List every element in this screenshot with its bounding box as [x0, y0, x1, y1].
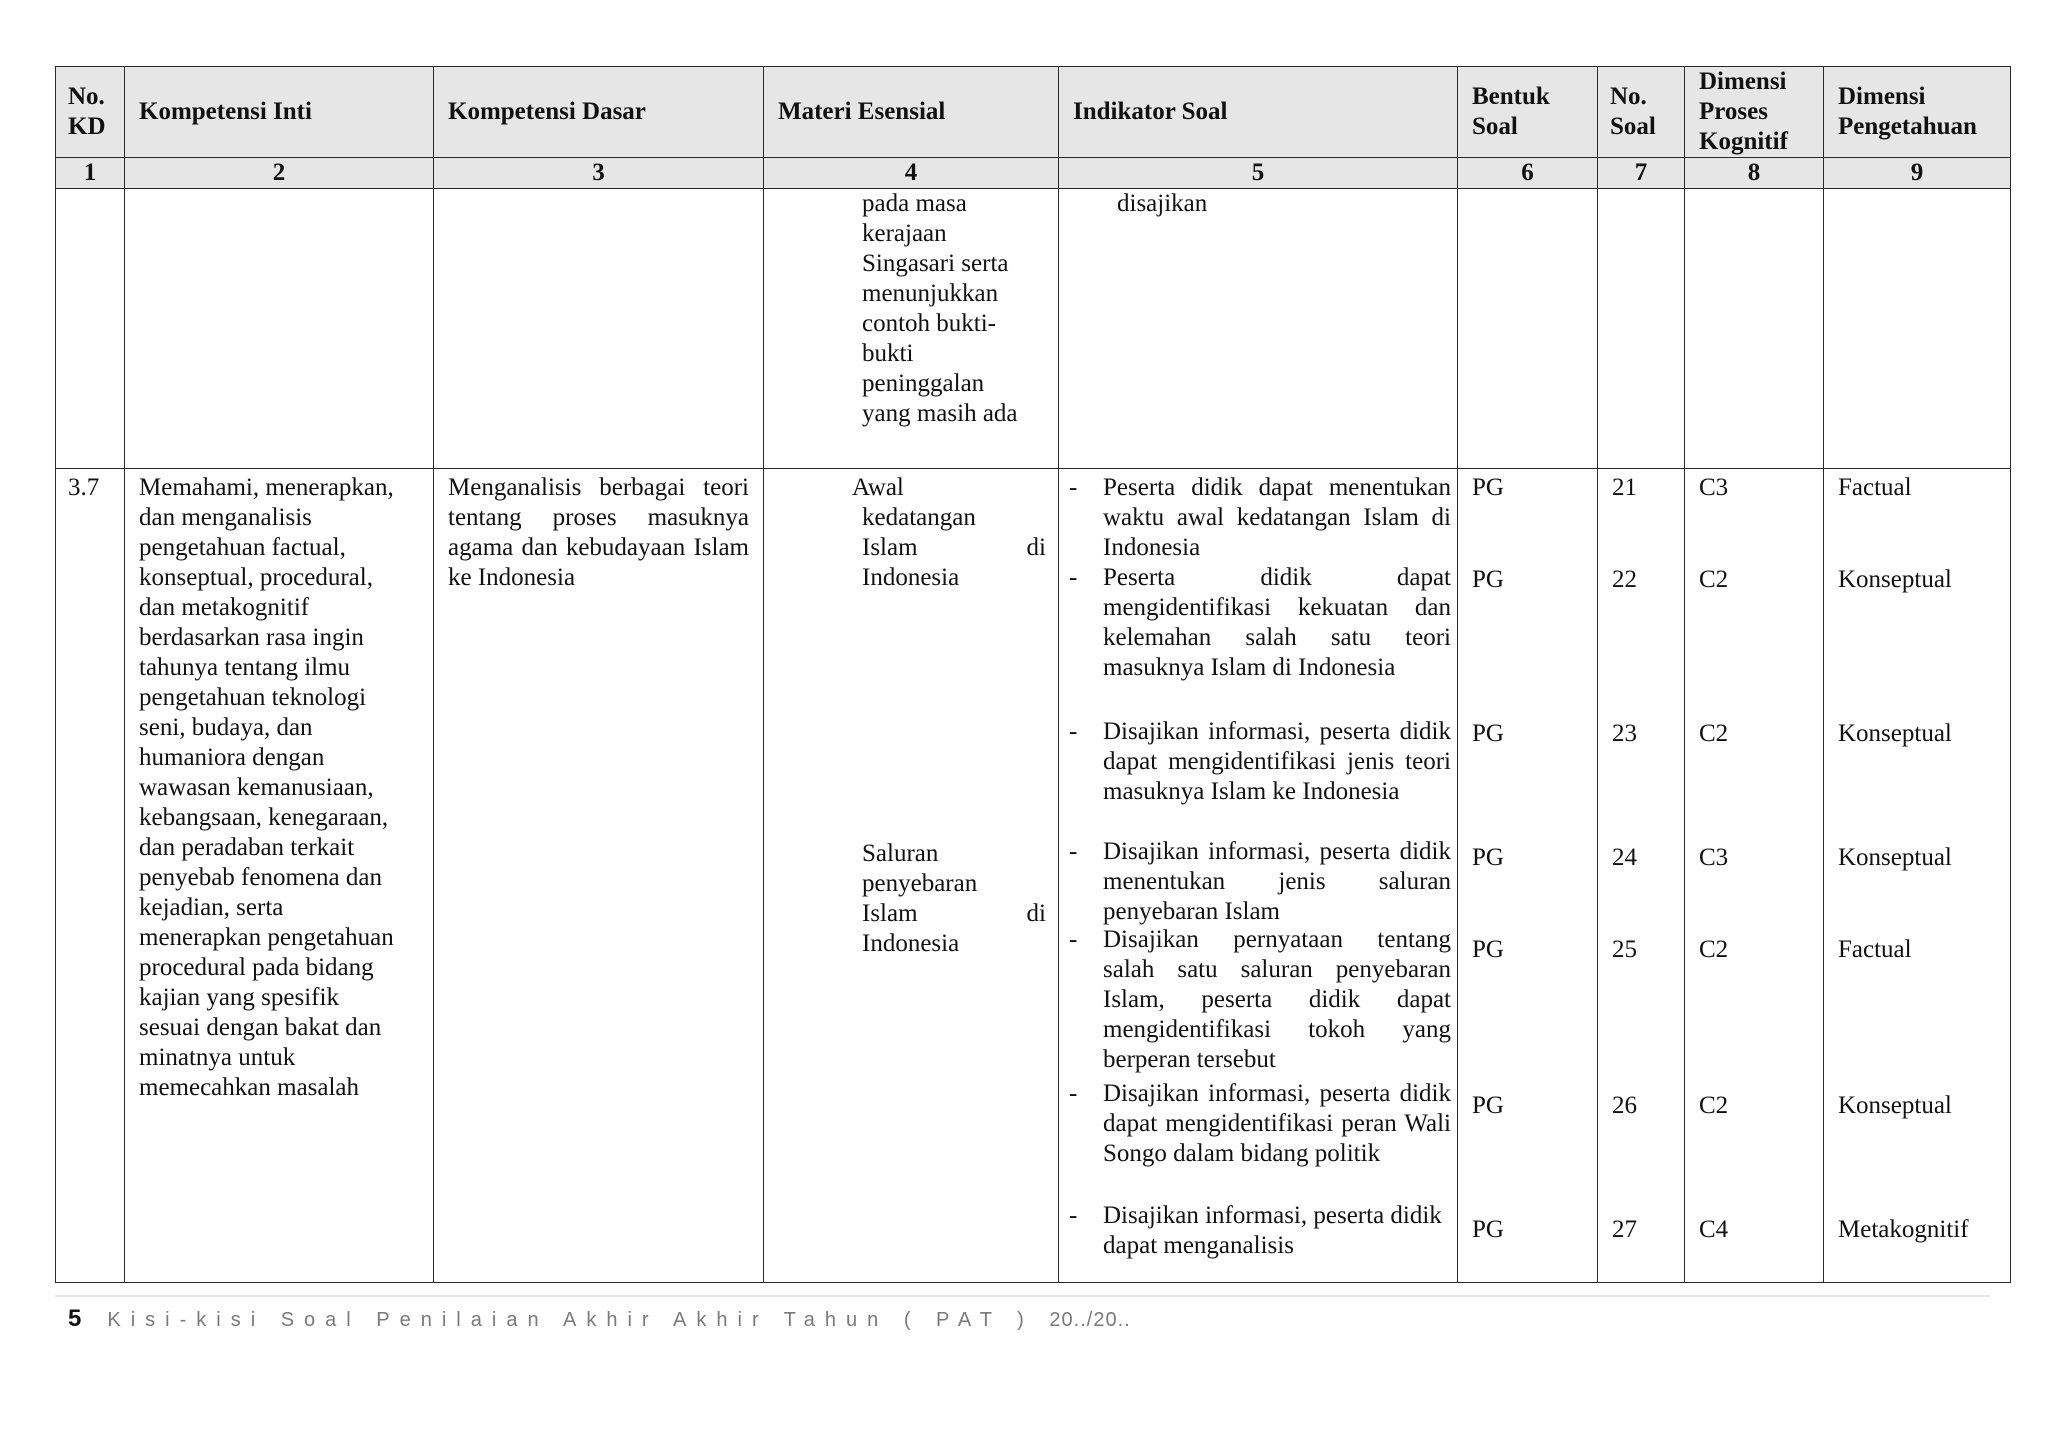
bentuk-soal: PG PG PG PG PG PG PG [1458, 469, 1598, 1283]
kompetensi-dasar: Menganalisis berbagai teori tentang proses masuknya agama dan kebudayaan Islam ke Indonesia [434, 469, 764, 1283]
indikator-item: - Disajikan informasi, peserta didik menentukan jenis saluran penyebaran Islam [1069, 838, 1451, 925]
header-no-kd: No. KD [56, 67, 125, 158]
indikator-soal [1059, 469, 1458, 1283]
indikator-item: - Disajikan pernyataan tentang salah satu saluran penyebaran Islam, peserta didik dapat mengidentifikasi tokoh yang berperan tersebut [1069, 926, 1451, 1073]
indikator-item: - Peserta didik dapat mengidentifikasi kekuatan dan kelemahan salah satu teori masuknya Islam di Indonesia [1069, 564, 1451, 681]
indikator-item: - Disajikan informasi, peserta didik dapat mengidentifikasi peran Wali Songo dalam bidang politik [1069, 1080, 1451, 1167]
col-number: 3 [434, 158, 764, 189]
no-soal: 21 22 23 24 25 26 27 [1598, 469, 1685, 1283]
header-number-row [56, 158, 2011, 189]
col-number: 6 [1458, 158, 1598, 189]
header-bentuk-soal: Bentuk Soal [1458, 67, 1598, 158]
materi-saluran-penyebaran: Saluran penyebaran Islam di Indonesia [862, 840, 1046, 957]
col-number: 4 [764, 158, 1059, 189]
footer-divider [55, 1295, 1990, 1297]
col-number: 1 [56, 158, 125, 189]
no-kd: 3.7 [56, 469, 125, 1283]
header-row [56, 67, 2011, 158]
col-number: 9 [1824, 158, 2011, 189]
kompetensi-inti: Memahami, menerapkan, dan menganalisis pengetahuan factual, konseptual, procedural, dan metakognitif berdasarkan rasa ingin tahunya tentang ilmu pengetahuan teknologi seni, budaya, dan humaniora dengan wawasan kemanusiaan, kebangsaan, kenegaraan, dan peradaban terkait penyebab fenomena dan kejadian, serta menerapkan pengetahuan procedural pada bidang kajian yang spesifik sesuai dengan bakat dan minatnya untuk memecahkan masalah [125, 469, 434, 1283]
page-number: 5 [68, 1305, 82, 1332]
header-dimensi-proses-kognitif: Dimensi Proses Kognitif [1685, 67, 1824, 158]
kisi-kisi-table [55, 66, 2011, 1283]
table-row-continued [56, 189, 2011, 469]
indikator-item: - Disajikan informasi, peserta didik dapat mengidentifikasi jenis teori masuknya Islam ke Indonesia [1069, 718, 1451, 805]
indikator-item: - Peserta didik dapat menentukan waktu awal kedatangan Islam di Indonesia [1069, 474, 1451, 561]
materi-awal-kedatangan: Awal kedatangan Islam di Indonesia [852, 474, 1046, 591]
materi-continued: pada masa kerajaan Singasari serta menunjukkan contoh bukti- bukti peninggalan yang masih ada [764, 189, 1059, 469]
header-indikator-soal: Indikator Soal [1059, 67, 1458, 158]
dimensi-pengetahuan: Factual Konseptual Konseptual Konseptual Factual Konseptual Metakognitif [1824, 469, 2011, 1283]
materi-esensial [764, 469, 1059, 1283]
indikator-continued: disajikan [1059, 189, 1458, 469]
table-row-kd-3-7 [56, 469, 2011, 1283]
header-materi-esensial: Materi Esensial [764, 67, 1059, 158]
indikator-item: - Disajikan informasi, peserta didik dapat menganalisis [1069, 1202, 1442, 1259]
col-number: 7 [1598, 158, 1685, 189]
col-number: 2 [125, 158, 434, 189]
footer-title: Kisi-kisi Soal Penilaian Akhir Akhir Tahun ( PAT ) [107, 1309, 1034, 1331]
header-no-soal: No. Soal [1598, 67, 1685, 158]
header-kompetensi-dasar: Kompetensi Dasar [434, 67, 764, 158]
dimensi-proses-kognitif: C3 C2 C2 C3 C2 C2 C4 [1685, 469, 1824, 1283]
col-number: 5 [1059, 158, 1458, 189]
page-footer [68, 1305, 1131, 1333]
col-number: 8 [1685, 158, 1824, 189]
footer-year: 20../20.. [1049, 1309, 1131, 1331]
header-kompetensi-inti: Kompetensi Inti [125, 67, 434, 158]
header-dimensi-pengetahuan: Dimensi Pengetahuan [1824, 67, 2011, 158]
